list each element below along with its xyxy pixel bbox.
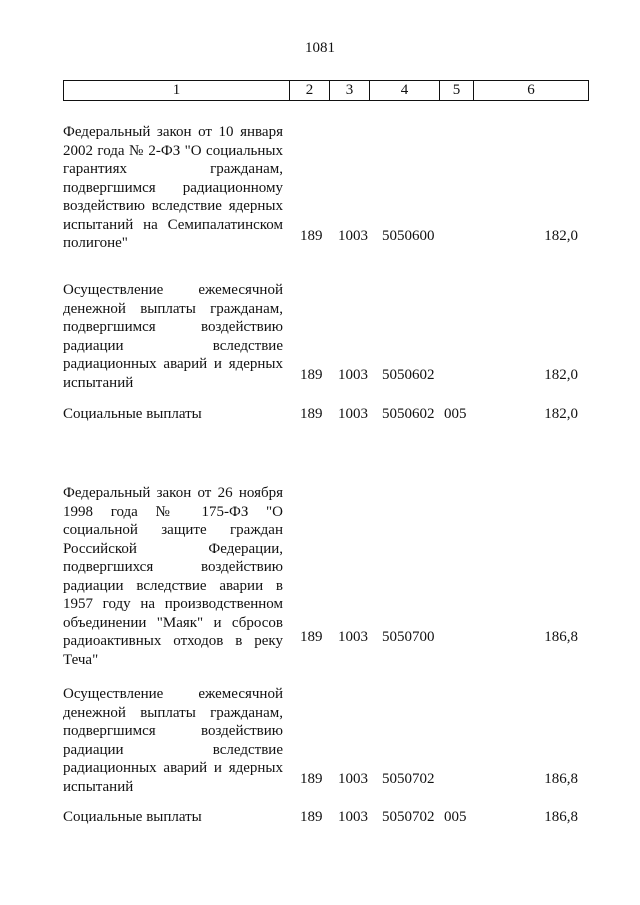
row-col3: 1003	[338, 367, 368, 383]
row-col3: 1003	[338, 771, 368, 787]
row-col3: 1003	[338, 406, 368, 422]
row-name: Федеральный закон от 26 ноября 1998 года № 175-ФЗ "О социальной защите граждан Российской Федерации, подвергшихся воздействию радиации вследствие аварии в 1957 году на производственном объединении "Маяк" и сбросов радиоактивных отходов в реку Теча"	[63, 485, 283, 668]
page-number: 1081	[305, 40, 335, 56]
row-col4: 5050602	[382, 406, 435, 422]
row-col4: 5050702	[382, 809, 435, 825]
row-col4: 5050700	[382, 629, 435, 645]
row-col3: 1003	[338, 228, 368, 244]
row-col3: 1003	[338, 629, 368, 645]
row-name: Осуществление ежемесячной денежной выплаты гражданам, подвергшимся воздействию радиации вследствие радиационных аварий и ядерных испытаний	[63, 282, 283, 391]
column-header-row	[64, 81, 589, 101]
row-name: Социальные выплаты	[63, 406, 202, 422]
row-col5: 005	[444, 809, 467, 825]
row-col2: 189	[300, 228, 323, 244]
column-header-1: 1	[64, 81, 290, 101]
row-col5: 005	[444, 406, 467, 422]
row-col2: 189	[300, 629, 323, 645]
row-col4: 5050702	[382, 771, 435, 787]
row-col6: 182,0	[544, 228, 578, 244]
row-col4: 5050600	[382, 228, 435, 244]
row-col4: 5050602	[382, 367, 435, 383]
row-col2: 189	[300, 406, 323, 422]
row-col6: 182,0	[544, 406, 578, 422]
column-header-3: 3	[330, 81, 370, 101]
row-col6: 186,8	[544, 809, 578, 825]
row-col2: 189	[300, 771, 323, 787]
column-header-table	[63, 80, 589, 101]
column-header-4: 4	[370, 81, 440, 101]
row-name: Федеральный закон от 10 января 2002 года № 2-ФЗ "О социальных гарантиях гражданам, подвергшимся радиационному воздействию вследствие ядерных испытаний на Семипалатинском полигоне"	[63, 124, 283, 251]
column-header-2: 2	[290, 81, 330, 101]
row-col2: 189	[300, 809, 323, 825]
row-col6: 186,8	[544, 771, 578, 787]
row-col6: 182,0	[544, 367, 578, 383]
column-header-6: 6	[474, 81, 589, 101]
row-col6: 186,8	[544, 629, 578, 645]
row-col3: 1003	[338, 809, 368, 825]
row-name: Социальные выплаты	[63, 809, 202, 825]
column-header-5: 5	[440, 81, 474, 101]
row-col2: 189	[300, 367, 323, 383]
row-name: Осуществление ежемесячной денежной выплаты гражданам, подвергшимся воздействию радиации вследствие радиационных аварий и ядерных испытаний	[63, 686, 283, 795]
